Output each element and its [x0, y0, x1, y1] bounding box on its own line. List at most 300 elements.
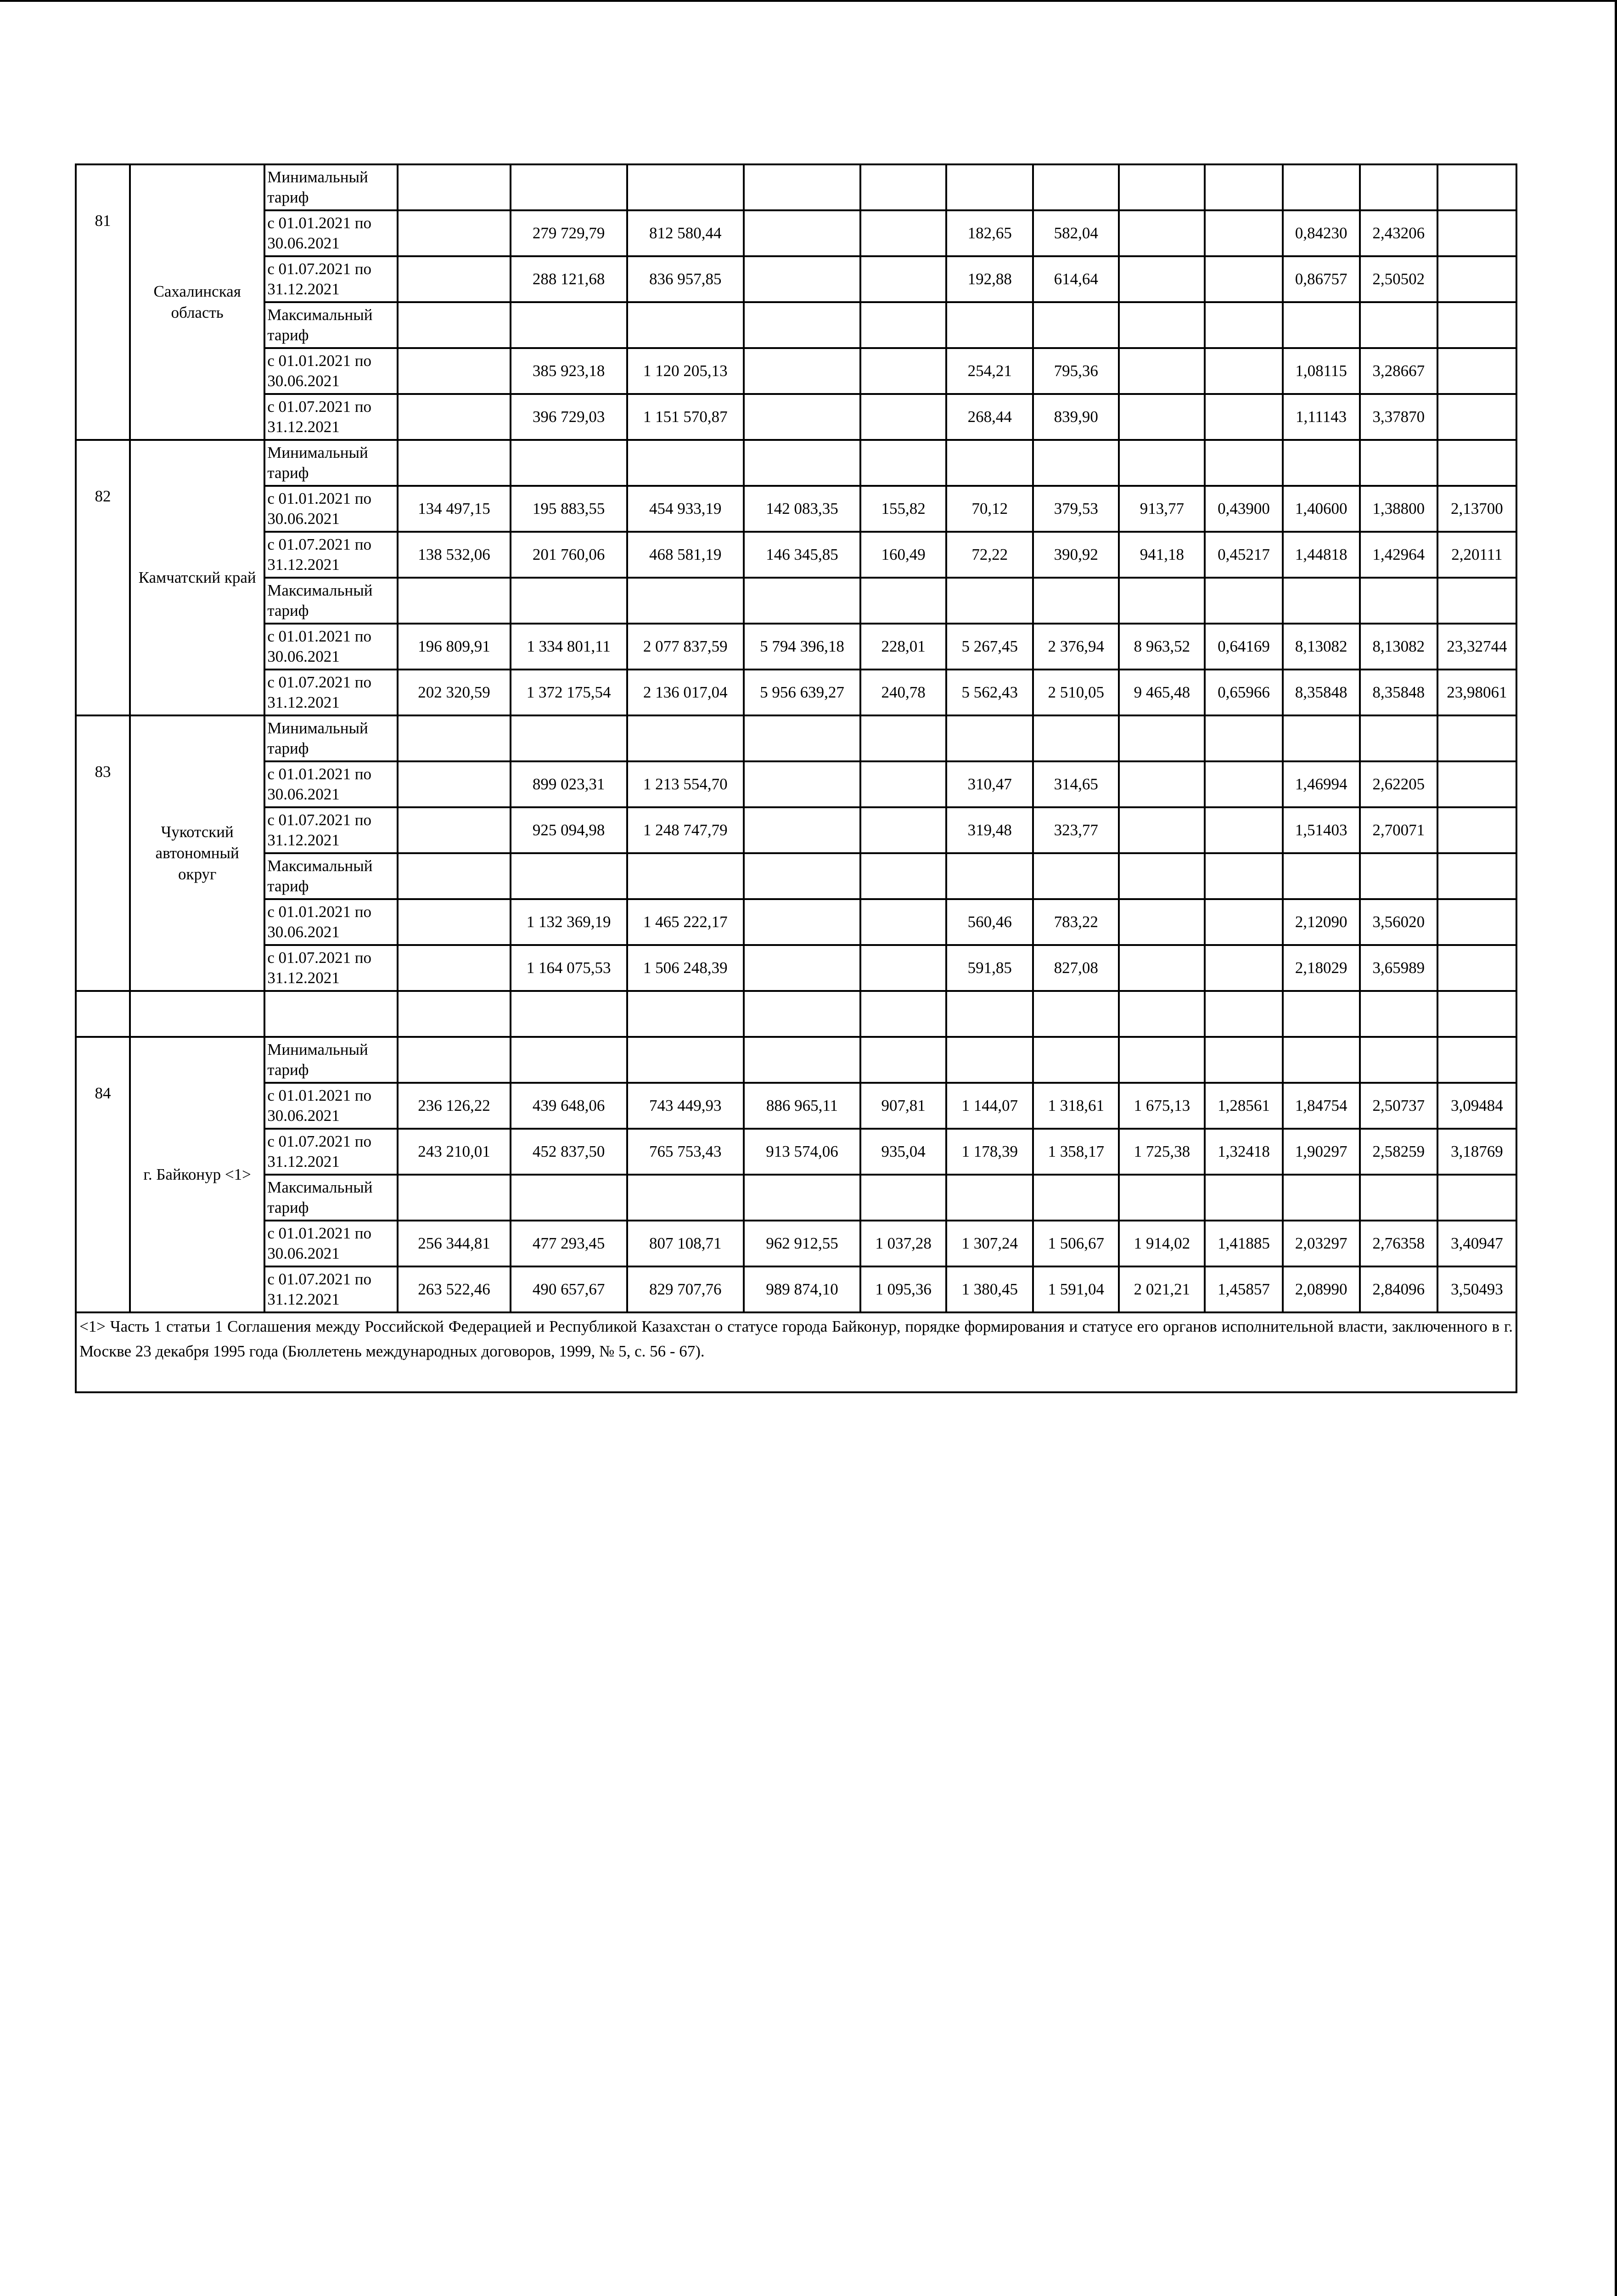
tariff-value-cell [1360, 578, 1437, 624]
tariff-value-cell: 202 320,59 [398, 670, 510, 715]
empty-cell [1205, 991, 1282, 1037]
tariff-period-label: с 01.07.2021 по 31.12.2021 [264, 532, 398, 578]
table-row [76, 1083, 1516, 1129]
tariff-value-cell: 3,65989 [1360, 945, 1437, 991]
tariff-value-cell [511, 440, 627, 486]
tariff-value-cell: 1 380,45 [946, 1266, 1033, 1312]
tariff-value-cell: 1 132 369,19 [511, 899, 627, 945]
tariff-value-cell: 1 178,39 [946, 1129, 1033, 1175]
tariff-value-cell [1360, 1175, 1437, 1221]
tariff-value-cell: 319,48 [946, 807, 1033, 853]
table-row [76, 486, 1516, 532]
empty-separator-row [76, 991, 1516, 1037]
tariff-value-cell [860, 1037, 946, 1083]
tariff-value-cell: 1 465 222,17 [627, 899, 744, 945]
tariff-value-cell [1437, 1175, 1516, 1221]
footnote-row [76, 1312, 1516, 1392]
tariff-period-label: Минимальный тариф [264, 715, 398, 761]
table-row [76, 853, 1516, 899]
table-row [76, 899, 1516, 945]
tariff-value-cell: 323,77 [1033, 807, 1119, 853]
tariff-value-cell: 1 591,04 [1033, 1266, 1119, 1312]
tariff-value-cell [860, 302, 946, 348]
tariff-value-cell [860, 210, 946, 256]
tariff-value-cell: 1 675,13 [1119, 1083, 1205, 1129]
tariff-value-cell: 390,92 [1033, 532, 1119, 578]
tariff-value-cell [398, 348, 510, 394]
tariff-value-cell: 8 963,52 [1119, 624, 1205, 670]
tariff-value-cell [744, 164, 860, 210]
tariff-value-cell [1360, 1037, 1437, 1083]
tariff-period-label: с 01.07.2021 по 31.12.2021 [264, 945, 398, 991]
tariff-value-cell [1437, 761, 1516, 807]
tariff-value-cell: 1 506,67 [1033, 1221, 1119, 1266]
tariff-value-cell: 138 532,06 [398, 532, 510, 578]
tariff-value-cell: 1 318,61 [1033, 1083, 1119, 1129]
region-name: Камчатский край [130, 440, 264, 715]
scan-edge-top [0, 0, 1617, 2]
empty-cell [511, 991, 627, 1037]
tariff-value-cell [1205, 1037, 1282, 1083]
tariff-value-cell: 907,81 [860, 1083, 946, 1129]
tariff-value-cell: 1 213 554,70 [627, 761, 744, 807]
tariff-period-label: Максимальный тариф [264, 853, 398, 899]
tariff-value-cell: 1 372 175,54 [511, 670, 627, 715]
tariff-value-cell: 454 933,19 [627, 486, 744, 532]
tariff-value-cell [860, 715, 946, 761]
tariff-value-cell [1205, 394, 1282, 440]
tariff-value-cell [398, 899, 510, 945]
tariff-value-cell: 439 648,06 [511, 1083, 627, 1129]
tariff-value-cell [1437, 715, 1516, 761]
tariff-value-cell [744, 302, 860, 348]
tariff-value-cell [511, 1175, 627, 1221]
tariff-value-cell: 836 957,85 [627, 256, 744, 302]
table-row [76, 1221, 1516, 1266]
tariff-value-cell [860, 853, 946, 899]
tariff-value-cell: 899 023,31 [511, 761, 627, 807]
tariff-value-cell [744, 348, 860, 394]
tariff-value-cell: 1,40600 [1283, 486, 1360, 532]
tariff-value-cell: 2,03297 [1283, 1221, 1360, 1266]
tariff-value-cell [511, 302, 627, 348]
tariff-value-cell [398, 394, 510, 440]
tariff-value-cell: 1,84754 [1283, 1083, 1360, 1129]
tariff-value-cell: 228,01 [860, 624, 946, 670]
tariff-period-label: с 01.01.2021 по 30.06.2021 [264, 899, 398, 945]
tariff-value-cell [946, 302, 1033, 348]
tariff-value-cell: 829 707,76 [627, 1266, 744, 1312]
tariff-value-cell: 3,09484 [1437, 1083, 1516, 1129]
tariff-value-cell [860, 761, 946, 807]
tariff-value-cell: 1,44818 [1283, 532, 1360, 578]
empty-cell [627, 991, 744, 1037]
tariff-value-cell [1283, 1175, 1360, 1221]
empty-cell [76, 991, 130, 1037]
tariff-value-cell: 5 267,45 [946, 624, 1033, 670]
tariff-value-cell [1437, 440, 1516, 486]
tariff-value-cell: 0,64169 [1205, 624, 1282, 670]
tariff-value-cell: 8,13082 [1283, 624, 1360, 670]
tariff-value-cell [1205, 945, 1282, 991]
tariff-value-cell [744, 715, 860, 761]
tariff-value-cell [627, 1175, 744, 1221]
tariff-value-cell [1360, 164, 1437, 210]
tariff-value-cell: 2,43206 [1360, 210, 1437, 256]
tariff-value-cell: 0,84230 [1283, 210, 1360, 256]
tariff-value-cell: 263 522,46 [398, 1266, 510, 1312]
tariff-value-cell: 268,44 [946, 394, 1033, 440]
tariff-value-cell [398, 807, 510, 853]
tariff-value-cell [946, 164, 1033, 210]
tariff-value-cell [1437, 256, 1516, 302]
tariff-value-cell [860, 256, 946, 302]
tariff-value-cell [1437, 348, 1516, 394]
tariff-value-cell: 1,42964 [1360, 532, 1437, 578]
tariff-value-cell [1119, 256, 1205, 302]
tariff-value-cell: 1,41885 [1205, 1221, 1282, 1266]
tariff-value-cell: 1,90297 [1283, 1129, 1360, 1175]
tariff-value-cell: 1 506 248,39 [627, 945, 744, 991]
empty-cell [1119, 991, 1205, 1037]
tariff-value-cell [1033, 1037, 1119, 1083]
tariff-value-cell: 379,53 [1033, 486, 1119, 532]
tariff-value-cell: 962 912,55 [744, 1221, 860, 1266]
tariff-value-cell: 279 729,79 [511, 210, 627, 256]
tariff-value-cell: 1,38800 [1360, 486, 1437, 532]
tariff-value-cell [627, 302, 744, 348]
tariff-value-cell: 765 753,43 [627, 1129, 744, 1175]
tariff-value-cell [860, 899, 946, 945]
tariff-value-cell [1283, 164, 1360, 210]
tariff-value-cell: 0,45217 [1205, 532, 1282, 578]
tariff-value-cell: 2,84096 [1360, 1266, 1437, 1312]
tariff-value-cell: 1,08115 [1283, 348, 1360, 394]
tariff-value-cell: 2 136 017,04 [627, 670, 744, 715]
tariff-value-cell: 256 344,81 [398, 1221, 510, 1266]
tariff-value-cell: 1 144,07 [946, 1083, 1033, 1129]
tariff-value-cell: 236 126,22 [398, 1083, 510, 1129]
tariff-value-cell [1205, 440, 1282, 486]
tariff-value-cell [1205, 715, 1282, 761]
tariff-value-cell: 560,46 [946, 899, 1033, 945]
tariff-value-cell [1437, 302, 1516, 348]
tariff-value-cell [1119, 348, 1205, 394]
tariff-period-label: с 01.07.2021 по 31.12.2021 [264, 807, 398, 853]
region-name: г. Байконур <1> [130, 1037, 264, 1312]
tariff-value-cell [1360, 440, 1437, 486]
tariff-value-cell: 8,35848 [1283, 670, 1360, 715]
tariff-value-cell [398, 761, 510, 807]
tariff-value-cell [1205, 899, 1282, 945]
tariff-value-cell: 1 358,17 [1033, 1129, 1119, 1175]
tariff-value-cell [398, 256, 510, 302]
tariff-value-cell: 0,43900 [1205, 486, 1282, 532]
tariff-value-cell: 1 164 075,53 [511, 945, 627, 991]
tariff-value-cell: 5 956 639,27 [744, 670, 860, 715]
empty-cell [264, 991, 398, 1037]
tariff-value-cell: 812 580,44 [627, 210, 744, 256]
tariff-value-cell [511, 1037, 627, 1083]
empty-cell [744, 991, 860, 1037]
tariff-value-cell: 9 465,48 [1119, 670, 1205, 715]
tariff-value-cell: 2,50502 [1360, 256, 1437, 302]
tariff-value-cell [1119, 164, 1205, 210]
tariff-value-cell [1437, 210, 1516, 256]
tariff-value-cell: 1 914,02 [1119, 1221, 1205, 1266]
tariff-value-cell [860, 945, 946, 991]
tariff-value-cell: 2,50737 [1360, 1083, 1437, 1129]
tariff-value-cell: 468 581,19 [627, 532, 744, 578]
region-number: 82 [76, 440, 130, 715]
table-row [76, 945, 1516, 991]
tariff-value-cell [1033, 578, 1119, 624]
tariff-period-label: с 01.01.2021 по 30.06.2021 [264, 348, 398, 394]
tariff-value-cell: 913 574,06 [744, 1129, 860, 1175]
tariff-value-cell [1437, 578, 1516, 624]
tariff-value-cell [744, 807, 860, 853]
tariff-value-cell: 1 307,24 [946, 1221, 1033, 1266]
tariff-value-cell: 23,98061 [1437, 670, 1516, 715]
tariff-value-cell: 254,21 [946, 348, 1033, 394]
tariff-value-cell: 795,36 [1033, 348, 1119, 394]
tariff-period-label: с 01.07.2021 по 31.12.2021 [264, 670, 398, 715]
tariff-value-cell [1437, 945, 1516, 991]
tariff-value-cell [744, 578, 860, 624]
tariff-value-cell [1033, 440, 1119, 486]
tariff-value-cell: 807 108,71 [627, 1221, 744, 1266]
tariff-period-label: с 01.01.2021 по 30.06.2021 [264, 761, 398, 807]
tariff-value-cell [1119, 899, 1205, 945]
empty-cell [130, 991, 264, 1037]
tariff-value-cell: 314,65 [1033, 761, 1119, 807]
region-number: 83 [76, 715, 130, 991]
tariff-value-cell [744, 853, 860, 899]
tariff-period-label: Минимальный тариф [264, 1037, 398, 1083]
tariff-value-cell: 989 874,10 [744, 1266, 860, 1312]
tariff-value-cell [398, 1037, 510, 1083]
footnote: <1> Часть 1 статьи 1 Соглашения между Российской Федерацией и Республикой Казахстан о статусе города Байконур, порядке формирования и статусе его органов исполнительной власти, заключенного в г. Москве 23 декабря 1995 года (Бюллетень международных договоров, 1999, № 5, с. 56 - 67). [76, 1312, 1516, 1392]
tariff-period-label: Максимальный тариф [264, 578, 398, 624]
table-row [76, 578, 1516, 624]
tariff-value-cell [1119, 1037, 1205, 1083]
region-number: 84 [76, 1037, 130, 1312]
tariff-value-cell: 201 760,06 [511, 532, 627, 578]
tariff-value-cell: 935,04 [860, 1129, 946, 1175]
tariff-value-cell [744, 899, 860, 945]
tariff-value-cell [1283, 715, 1360, 761]
tariff-value-cell: 827,08 [1033, 945, 1119, 991]
tariff-value-cell: 2,18029 [1283, 945, 1360, 991]
tariff-value-cell: 1 334 801,11 [511, 624, 627, 670]
tariff-value-cell: 3,37870 [1360, 394, 1437, 440]
tariff-value-cell [398, 578, 510, 624]
tariff-value-cell: 886 965,11 [744, 1083, 860, 1129]
tariff-value-cell [744, 256, 860, 302]
tariff-period-label: с 01.01.2021 по 30.06.2021 [264, 1221, 398, 1266]
table-row [76, 440, 1516, 486]
tariff-value-cell: 614,64 [1033, 256, 1119, 302]
table-row [76, 302, 1516, 348]
table-row [76, 256, 1516, 302]
tariff-value-cell [1205, 578, 1282, 624]
tariff-value-cell: 2,76358 [1360, 1221, 1437, 1266]
tariff-value-cell: 477 293,45 [511, 1221, 627, 1266]
tariff-period-label: с 01.07.2021 по 31.12.2021 [264, 1266, 398, 1312]
tariff-value-cell: 0,65966 [1205, 670, 1282, 715]
tariff-value-cell: 0,86757 [1283, 256, 1360, 302]
tariff-value-cell: 1 095,36 [860, 1266, 946, 1312]
tariff-value-cell: 160,49 [860, 532, 946, 578]
tariff-value-cell: 8,13082 [1360, 624, 1437, 670]
tariff-value-cell: 839,90 [1033, 394, 1119, 440]
tariff-value-cell: 1,11143 [1283, 394, 1360, 440]
tariff-value-cell [860, 440, 946, 486]
tariff-value-cell: 1,28561 [1205, 1083, 1282, 1129]
tariff-value-cell: 1 248 747,79 [627, 807, 744, 853]
tariff-value-cell [1033, 1175, 1119, 1221]
tariff-value-cell: 5 562,43 [946, 670, 1033, 715]
tariff-value-cell [1283, 578, 1360, 624]
tariff-value-cell: 783,22 [1033, 899, 1119, 945]
tariff-value-cell [946, 1037, 1033, 1083]
tariff-value-cell: 2,13700 [1437, 486, 1516, 532]
tariff-value-cell: 310,47 [946, 761, 1033, 807]
table-row [76, 532, 1516, 578]
tariff-value-cell: 146 345,85 [744, 532, 860, 578]
tariff-value-cell [1119, 1175, 1205, 1221]
tariff-value-cell: 2 510,05 [1033, 670, 1119, 715]
tariff-period-label: Минимальный тариф [264, 440, 398, 486]
table-row [76, 1266, 1516, 1312]
table-row [76, 1175, 1516, 1221]
tariff-value-cell [1283, 302, 1360, 348]
tariff-value-cell [1119, 807, 1205, 853]
tariff-value-cell: 2,20111 [1437, 532, 1516, 578]
tariff-value-cell: 195 883,55 [511, 486, 627, 532]
tariff-value-cell [1119, 853, 1205, 899]
tariff-value-cell: 385 923,18 [511, 348, 627, 394]
region-name: Чукотский автономный округ [130, 715, 264, 991]
tariff-value-cell [1119, 210, 1205, 256]
tariff-value-cell [398, 945, 510, 991]
tariff-value-cell [1119, 394, 1205, 440]
tariff-value-cell [398, 210, 510, 256]
tariff-value-cell [511, 578, 627, 624]
tariff-value-cell: 134 497,15 [398, 486, 510, 532]
tariff-value-cell [1283, 1037, 1360, 1083]
tariff-value-cell [1205, 164, 1282, 210]
tariff-value-cell [860, 348, 946, 394]
tariff-value-cell [511, 715, 627, 761]
tariff-value-cell [744, 1175, 860, 1221]
table-row [76, 1129, 1516, 1175]
empty-cell [398, 991, 510, 1037]
tariff-value-cell: 490 657,67 [511, 1266, 627, 1312]
tariff-value-cell [860, 578, 946, 624]
tariff-value-cell: 2 077 837,59 [627, 624, 744, 670]
tariff-value-cell [1437, 1037, 1516, 1083]
tariff-value-cell: 913,77 [1119, 486, 1205, 532]
tariff-value-cell [1119, 440, 1205, 486]
tariff-period-label: с 01.07.2021 по 31.12.2021 [264, 1129, 398, 1175]
tariff-value-cell [1437, 899, 1516, 945]
tariff-period-label: Максимальный тариф [264, 302, 398, 348]
tariff-value-cell [511, 164, 627, 210]
tariff-value-cell [398, 164, 510, 210]
tariff-period-label: Максимальный тариф [264, 1175, 398, 1221]
tariff-value-cell [744, 394, 860, 440]
tariff-value-cell [627, 853, 744, 899]
table-row [76, 348, 1516, 394]
tariff-value-cell: 288 121,68 [511, 256, 627, 302]
empty-cell [1283, 991, 1360, 1037]
tariff-period-label: с 01.01.2021 по 30.06.2021 [264, 624, 398, 670]
tariff-period-label: с 01.07.2021 по 31.12.2021 [264, 394, 398, 440]
tariff-value-cell: 142 083,35 [744, 486, 860, 532]
tariff-period-label: с 01.01.2021 по 30.06.2021 [264, 1083, 398, 1129]
tariff-value-cell: 1,51403 [1283, 807, 1360, 853]
tariff-value-cell [627, 578, 744, 624]
table-body [76, 164, 1516, 1392]
tariff-value-cell: 192,88 [946, 256, 1033, 302]
tariff-period-label: с 01.01.2021 по 30.06.2021 [264, 486, 398, 532]
tariff-value-cell [744, 1037, 860, 1083]
tariff-value-cell [1119, 761, 1205, 807]
table-row [76, 624, 1516, 670]
tariff-value-cell [860, 164, 946, 210]
tariff-period-label: с 01.01.2021 по 30.06.2021 [264, 210, 398, 256]
tariff-period-label: Минимальный тариф [264, 164, 398, 210]
tariff-value-cell [744, 440, 860, 486]
tariff-value-cell: 8,35848 [1360, 670, 1437, 715]
tariff-value-cell: 3,28667 [1360, 348, 1437, 394]
tariff-value-cell [398, 440, 510, 486]
tariff-value-cell: 1,46994 [1283, 761, 1360, 807]
tariff-value-cell: 3,50493 [1437, 1266, 1516, 1312]
empty-cell [1360, 991, 1437, 1037]
tariff-value-cell: 2,08990 [1283, 1266, 1360, 1312]
tariff-value-cell: 396 729,03 [511, 394, 627, 440]
tariff-value-cell: 941,18 [1119, 532, 1205, 578]
tariff-value-cell [1205, 853, 1282, 899]
region-number: 81 [76, 164, 130, 440]
empty-cell [860, 991, 946, 1037]
tariff-table [75, 163, 1517, 1393]
tariff-value-cell: 925 094,98 [511, 807, 627, 853]
tariff-value-cell [860, 394, 946, 440]
empty-cell [1437, 991, 1516, 1037]
tariff-value-cell [627, 715, 744, 761]
empty-cell [1033, 991, 1119, 1037]
tariff-value-cell [744, 210, 860, 256]
tariff-value-cell: 452 837,50 [511, 1129, 627, 1175]
tariff-value-cell [1437, 807, 1516, 853]
tariff-value-cell [1205, 302, 1282, 348]
tariff-value-cell [511, 853, 627, 899]
empty-cell [946, 991, 1033, 1037]
tariff-value-cell [1360, 853, 1437, 899]
tariff-value-cell [860, 807, 946, 853]
table-row [76, 1037, 1516, 1083]
tariff-value-cell: 3,40947 [1437, 1221, 1516, 1266]
tariff-value-cell: 1 725,38 [1119, 1129, 1205, 1175]
tariff-value-cell: 5 794 396,18 [744, 624, 860, 670]
tariff-value-cell: 3,18769 [1437, 1129, 1516, 1175]
tariff-value-cell: 182,65 [946, 210, 1033, 256]
tariff-value-cell: 1 151 570,87 [627, 394, 744, 440]
tariff-value-cell: 243 210,01 [398, 1129, 510, 1175]
